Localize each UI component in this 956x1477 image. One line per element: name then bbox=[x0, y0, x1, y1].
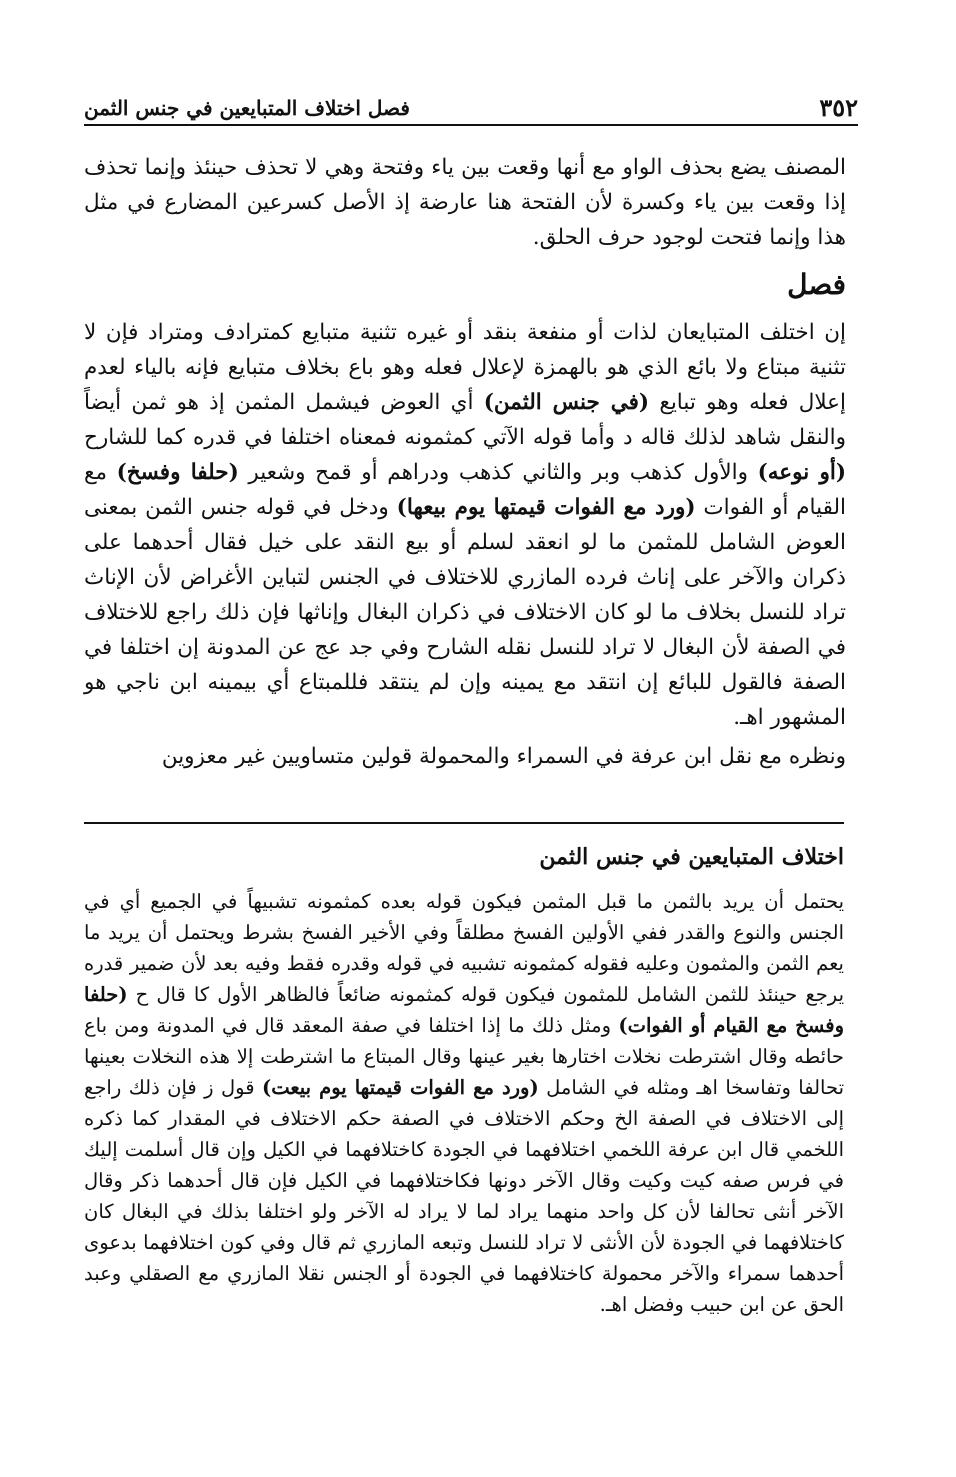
footnote-title: اختلاف المتبايعين في جنس الثمن bbox=[539, 844, 844, 870]
running-title: فصل اختلاف المتبايعين في جنس الثمن bbox=[84, 96, 410, 120]
matn-quote: (في جنس الثمن) bbox=[483, 390, 650, 415]
text-run: يحتمل أن يريد بالثمن ما قبل المثمن فيكون قوله بعده كمثمونه تشبيهاً في الجميع أي في الجنس والنوع والقدر ففي الأولين الفسخ مطلقاً وفي الأخير الفسخ بشرط ويحتمل أن يريد ما يعم الثمن والمثمون وعليه فقوله كمثمونه تشبيه في قوله وقدره فقط وفيه بعد لأن ضمير قدره يرجع حينئذ للثمن الشامل للمثمون فيكون قوله كمثمونه ضائعاً فالظاهر الأول كا قال ح bbox=[84, 890, 844, 1006]
footnote-paragraph bbox=[84, 886, 844, 1320]
footnote-divider bbox=[84, 822, 844, 824]
intro-paragraph: المصنف يضع بحذف الواو مع أنها وقعت بين ياء وفتحة وهي لا تحذف حينئذ وإنما تحذف إذا وقعت بين ياء وكسرة لأن الفتحة هنا عارضة إذ الأصل كسرعين المضارع في مثل هذا وإنما فتحت لوجود حرف الحلق. bbox=[84, 155, 846, 250]
matn-quote: (أو نوعه) bbox=[757, 460, 846, 485]
matn-quote: (ورد مع الفوات قيمتها يوم بيعت) bbox=[262, 1076, 539, 1099]
page-number: ٣٥٢ bbox=[819, 93, 858, 122]
text-run: أي العوض فيشمل المثمن إذ هو ثمن أيضاً والنقل شاهد لذلك قاله د وأما قوله الآتي كمثمونه فمعناه اختلفا في قدره كما للشارح bbox=[84, 390, 846, 450]
text-run: ودخل في قوله جنس الثمن بمعنى العوض الشامل للمثمن ما لو انعقد لسلم أو بيع النقد على خيل فقال أحدهما على ذكران والآخر على إناث فرده المازري للاختلاف في الجنس لتباين الأغراض لأن الإناث تراد للنسل بخلاف ما لو كان الاختلاف في ذكران البغال وإناثها فإن ذلك راجع للاختلاف في الصفة لأن البغال لا تراد للنسل نقله الشارح وفي جد عج عن المدونة إن اختلفا في الصفة فالقول للبائع إن انتقد مع يمينه وإن لم ينتقد فللمبتاع أي بيمينه ابن ناجي هو المشهور اهـ. bbox=[84, 495, 846, 730]
footnote-section bbox=[84, 840, 844, 1320]
matn-quote: (ورد مع الفوات قيمتها يوم بيعها) bbox=[396, 495, 696, 520]
page-header bbox=[84, 90, 858, 126]
text-run: إن اختلف المتبايعان لذات أو منفعة بنقد أو غيره تثنية متبايع كمترادف ومتراد فإن لا تثنية مبتاع ولا بائع الذي هو بالهمزة لإعلال فعله وهو باع بخلاف متبايع فإنه بالياء لعدم إعلال فعله وهو تبايع bbox=[84, 320, 846, 415]
section-heading: فصل bbox=[787, 268, 846, 301]
body-paragraph bbox=[84, 315, 846, 735]
text-run: قول ز فإن ذلك راجع إلى الاختلاف في الصفة الخ وحكم الاختلاف في الصفة حكم الاختلاف في المقدار كما ذكره اللخمي قال ابن عرفة اللخمي اختلافهما في الجودة كاختلافهما في الكيل وإن قال أسلمت إليك في فرس صفه كيت وكيت وقال الآخر دونها فكاختلافهما في الكيل فإن قال أحدهما ذكر وقال الآخر أنثى تحالفا لأن كل واحد منهما يراد لما لا يراد له الآخر ولو اختلفا بذلك في البغال كان كاختلافهما في الجودة لأن الأنثى لا تراد للنسل وتبعه المازري ثم قال وفي كون اختلافهما بدعوى أحدهما سمراء والآخر محمولة كاختلافهما في الجودة أو الجنس نقلا المازري مع الصقلي وعبد الحق عن ابن حبيب وفضل اهـ. bbox=[84, 1076, 844, 1316]
matn-quote: (حلفا وفسخ مع القيام أو الفوات) bbox=[84, 983, 844, 1037]
text-run: ومثل ذلك ما إذا اختلفا في صفة المعقد قال في المدونة ومن باع حائطه وقال اشترطت نخلات اختارها بغير عينها وقال المبتاع ما اشترطت إلا هذه النخلات بعينها تحالفا وتفاسخا اهـ ومثله في الشامل bbox=[84, 1014, 845, 1099]
main-text bbox=[84, 150, 846, 774]
text-run: والأول كذهب وبر والثاني كذهب ودراهم أو قمح وشعير bbox=[238, 460, 758, 485]
matn-quote: (حلفا وفسخ) bbox=[116, 460, 239, 485]
text-run: مع القيام أو الفوات bbox=[84, 460, 846, 520]
body-paragraph-continued: ونظره مع نقل ابن عرفة في السمراء والمحمولة قولين متساويين غير معزوين bbox=[161, 744, 846, 769]
